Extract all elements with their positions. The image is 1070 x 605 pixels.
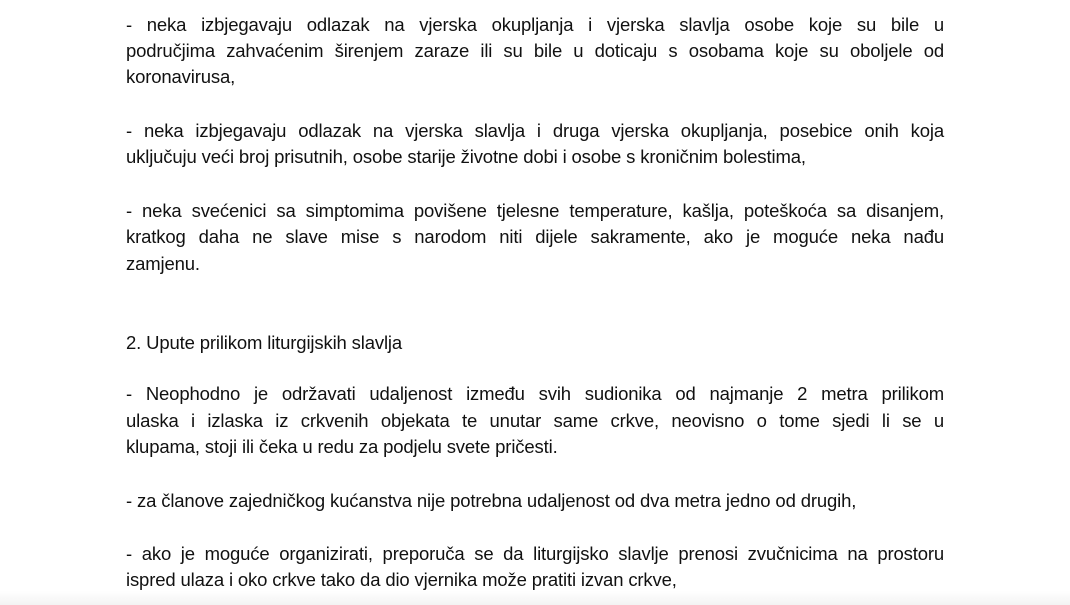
section-heading: 2. Upute prilikom liturgijskih slavlja [126,332,403,353]
paragraph-7-line-2: ispred ulaza i oko crkve tako da dio vjernika može pratiti izvan crkve, [126,569,677,590]
paragraph-3-line-3: zamjenu. [126,253,200,274]
paragraph-3-line-1: - neka svećenici sa simptomima povišene tjelesne temperature, kašlja, poteškoća sa disanjem, [126,200,944,221]
paragraph-1-line-1: - neka izbjegavaju odlazak na vjerska okupljanja i vjerska slavlja osobe koje su bile u [126,14,944,35]
paragraph-2-line-1: - neka izbjegavaju odlazak na vjerska slavlja i druga vjerska okupljanja, posebice onih koja [126,120,944,141]
paragraph-5-line-2: ulaska i izlaska iz crkvenih objekata te unutar same crkve, neovisno o tome sjedi li se u [126,410,944,431]
page-bottom-edge [0,591,1070,605]
paragraph-6-line-1: - za članove zajedničkog kućanstva nije potrebna udaljenost od dva metra jedno od drugih, [126,490,857,511]
paragraph-5-line-3: klupama, stoji ili čeka u redu za podjelu svete pričesti. [126,436,558,457]
paragraph-7-line-1: - ako je moguće organizirati, preporuča se da liturgijsko slavlje prenosi zvučnicima na prostoru [126,543,944,564]
paragraph-3-line-2: kratkog daha ne slave mise s narodom niti dijele sakramente, ako je moguće neka nađu [126,226,944,247]
paragraph-2-line-2: uključuju veći broj prisutnih, osobe starije životne dobi i osobe s kroničnim bolestima, [126,146,806,167]
paragraph-1-line-2: područjima zahvaćenim širenjem zaraze ili su bile u doticaju s osobama koje su oboljele od [126,40,944,61]
paragraph-1-line-3: koronavirusa, [126,66,236,87]
paragraph-5-line-1: - Neophodno je održavati udaljenost između svih sudionika od najmanje 2 metra prilikom [126,383,944,404]
